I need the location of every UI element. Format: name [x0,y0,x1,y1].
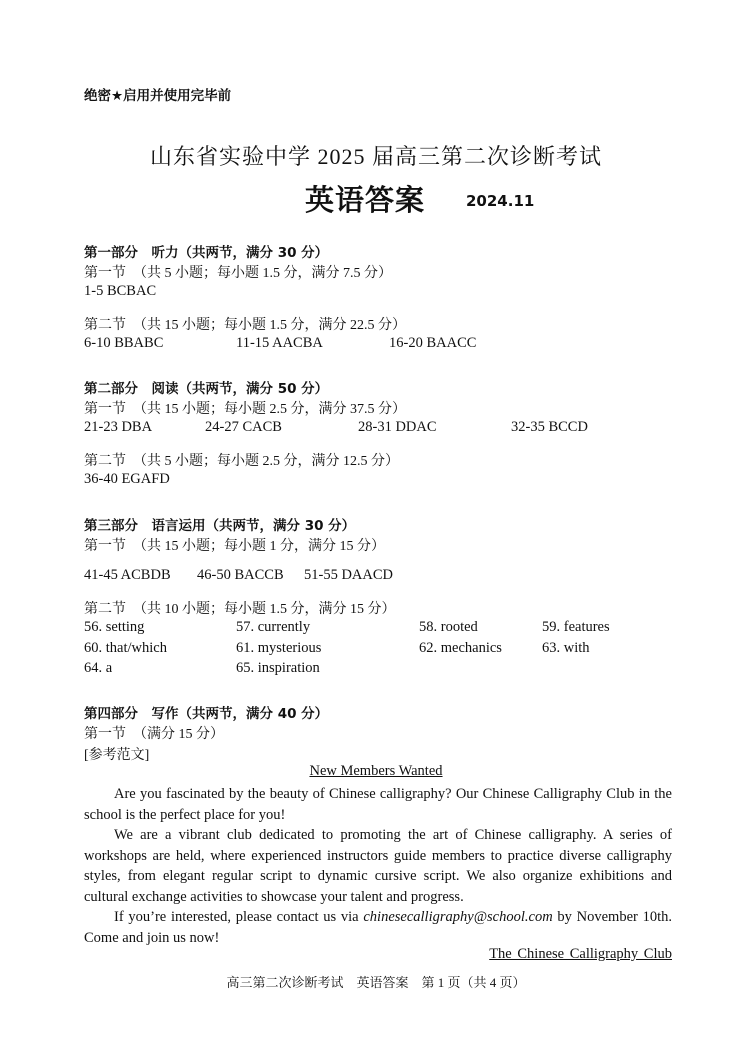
answer-item: 57. currently [236,619,311,635]
answer-item: 61. mysterious [236,640,322,656]
part2-section1-heading: 第一节 （共 15 小题；每小题 2.5 分，满分 37.5 分） [84,402,406,417]
essay-signature: The Chinese Calligraphy Club [489,946,672,962]
answer-group: 36-40 EGAFD [84,471,170,487]
answer-item: 58. rooted [419,619,478,635]
essay-paragraph: Are you fascinated by the beauty of Chinese calligraphy? Our Chinese Calligraphy Club in the school is the perfect place for you! [84,786,672,823]
part1-section2-heading: 第二节 （共 15 小题；每小题 1.5 分，满分 22.5 分） [84,318,406,333]
part3-section1-heading: 第一节 （共 15 小题；每小题 1 分，满分 15 分） [84,539,385,554]
part4-section1-heading: 第一节 （满分 15 分） [84,727,224,742]
school-exam-title: 山东省实验中学 2025 届高三第二次诊断考试 [149,144,602,169]
essay-paragraph: We are a vibrant club dedicated to promoting the art of Chinese calligraphy. A series of workshops are held, where experienced instructors guide members to practice diverse calligraphy styles, from elegant regular script to dynamic cursive script. We also organize exhibitions and cultural exchange activities to showcase your talent and progress. [84,827,672,905]
part2-section2-heading: 第二节 （共 5 小题；每小题 2.5 分，满分 12.5 分） [84,454,399,469]
answer-group: 6-10 BBABC [84,335,164,351]
answer-group: 32-35 BCCD [511,419,588,435]
answer-item: 60. that/which [84,640,167,656]
answer-item: 62. mechanics [419,640,502,656]
answer-item: 65. inspiration [236,660,320,676]
page-footer: 高三第二次诊断考试 英语答案 第 1 页（共 4 页） [226,975,526,990]
answer-group: 41-45 ACBDB [84,567,171,583]
answer-item: 63. with [542,640,590,656]
essay-text: by November 10th. Come and join us now! [84,909,672,946]
confidential-notice: 绝密★启用并使用完毕前 [84,88,232,104]
answer-group: 21-23 DBA [84,419,153,435]
part4-heading: 第四部分 写作（共两节，满分 40 分） [84,706,329,722]
reference-essay-label: [参考范文] [84,748,150,763]
essay-title: New Members Wanted [309,763,443,779]
part1-section1-heading: 第一节 （共 5 小题；每小题 1.5 分，满分 7.5 分） [84,266,392,281]
exam-date: 2024.11 [466,192,535,210]
answer-group: 11-15 AACBA [236,335,323,351]
part2-heading: 第二部分 阅读（共两节，满分 50 分） [84,381,329,397]
part3-section2-heading: 第二节 （共 10 小题；每小题 1.5 分，满分 15 分） [84,602,396,617]
answer-group: 24-27 CACB [205,419,282,435]
essay-text: If you’re interested, please contact us via [114,909,364,925]
answer-item: 64. a [84,660,113,676]
answer-group: 51-55 DAACD [304,567,394,583]
answer-group: 28-31 DDAC [358,419,437,435]
answer-group: 46-50 BACCB [197,567,284,583]
part3-heading: 第三部分 语言运用（共两节，满分 30 分） [84,518,356,534]
essay-paragraph [84,907,672,948]
answer-item: 56. setting [84,619,145,635]
page-title: 英语答案 [305,183,426,217]
answer-group: 16-20 BAACC [389,335,477,351]
part1-heading: 第一部分 听力（共两节，满分 30 分） [84,245,329,261]
contact-email: chinesecalligraphy@school.com [363,909,553,925]
answer-item: 59. features [542,619,610,635]
part1-section1-answers: 1-5 BCBAC [84,283,157,299]
